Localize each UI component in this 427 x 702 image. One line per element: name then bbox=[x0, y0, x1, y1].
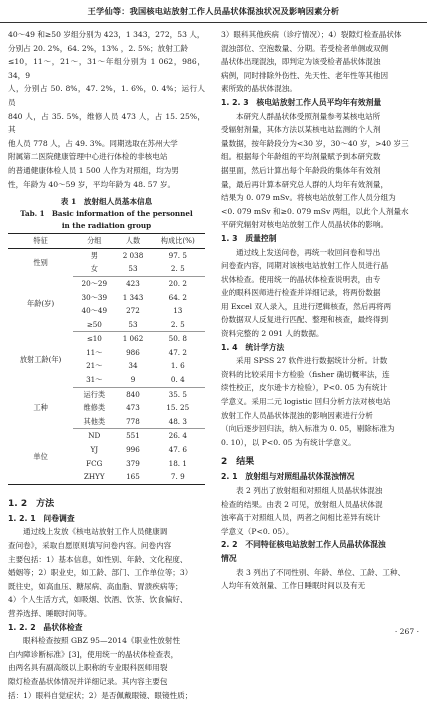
table-feature-cell: 放射工龄(年) bbox=[19, 354, 62, 364]
text-line: 表 3 列出了不同性别、年龄、单位、工龄、工种、 bbox=[236, 567, 406, 577]
text-line: 查问卷》，采取自愿原则填写问卷内容。问卷内容 bbox=[8, 541, 172, 550]
table-feature-cell: 性别 bbox=[33, 257, 48, 267]
text-line: 资料的比较采用卡方检验（fisher 确切概率法，连 bbox=[221, 369, 390, 379]
text-line: 通过线上发放《核电站放射工作人员健康调 bbox=[23, 527, 168, 537]
subsection-heading: 1. 2. 1 问卷调查 bbox=[8, 513, 75, 523]
table-header-cell: 构成比(%) bbox=[160, 236, 195, 246]
table-cell: 2 038 bbox=[122, 250, 144, 260]
text-line: <0. 079 mSv 和≥0. 079 mSv 两组，以此个人剂量水 bbox=[221, 206, 409, 216]
text-line: 量数据，按年龄段分为<30 岁，30～40 岁，>40 岁三 bbox=[221, 138, 409, 148]
page-number: · 267 · bbox=[394, 627, 419, 636]
table-cell: 1. 6 bbox=[170, 361, 185, 371]
text-line: 平研究辐射对核电站放射工作人员晶状体的影响。 bbox=[221, 220, 389, 230]
table-header-row bbox=[8, 234, 205, 249]
table-caption-en: in the radiation group bbox=[61, 220, 152, 230]
text-line: 学意义（P<0. 05）。 bbox=[221, 526, 294, 536]
table-cell: ≤10 bbox=[86, 334, 102, 344]
table-cell: 47. 6 bbox=[168, 445, 187, 455]
text-line: 病例，同时排除外伤性、先天性、老年性等其他因 bbox=[221, 70, 389, 80]
table-header-cell: 人数 bbox=[125, 236, 141, 246]
table-cell: 女 bbox=[73, 262, 115, 276]
text-line: 学意义。采用二元 logistic 回归分析方法对核电站 bbox=[221, 397, 391, 407]
text-line: 量，最后再计算本研究总人群的人均年有效剂量， bbox=[221, 179, 389, 189]
table-cell: ≥50 bbox=[73, 318, 115, 332]
table-cell: 996 bbox=[126, 445, 140, 455]
table-cell: 473 bbox=[126, 403, 140, 413]
table-cell: 1 062 bbox=[122, 334, 144, 344]
text-line: ≤10，11～，21～，31～年组分别为 1 062，986，34，9 bbox=[8, 57, 205, 80]
text-line: 放射工作人员晶状体混浊的影响因素进行分析 bbox=[221, 410, 373, 420]
text-line: 组。根据每个年龄组的平均剂量赋予到本研究数 bbox=[221, 152, 381, 162]
subsection-heading: 2. 1 放射组与对照组晶状体混浊情况 bbox=[221, 472, 355, 482]
table-cell: 778 bbox=[115, 415, 150, 429]
table-cell: 840 bbox=[126, 389, 140, 399]
table-cell: 64. 2 bbox=[168, 292, 187, 302]
text-line: 本研究人群晶状体受照剂量参考某核电站所 bbox=[236, 111, 381, 121]
running-header bbox=[0, 0, 427, 23]
text-line: 的普通健康体检人员 1 500 人作为对照组，均为男 bbox=[8, 165, 179, 175]
table-row bbox=[8, 332, 205, 346]
subsection-heading: 1. 2. 3 核电站放射工作人员平均年有效剂量 bbox=[221, 97, 382, 107]
text-line: 晶状体出现混浊，即判定为该受检者晶状体混浊 bbox=[221, 57, 381, 67]
table-cell: 1 343 bbox=[122, 292, 144, 302]
text-line: 据里面，然后计算出每个年龄段的集体年有效剂 bbox=[221, 165, 381, 175]
text-line: 份数据双人反复进行匹配、整理和核查，最终得到 bbox=[221, 315, 389, 325]
text-line: 营养选择、睡眠时间等。 bbox=[8, 608, 92, 618]
table-cell: 31～ bbox=[73, 373, 115, 387]
table-cell: 20. 2 bbox=[168, 278, 187, 288]
table-cell: FCG bbox=[86, 458, 103, 468]
table-cell: 2. 5 bbox=[151, 262, 205, 276]
paragraph-results-2-1 bbox=[221, 484, 419, 538]
table-row bbox=[8, 429, 205, 443]
table-cell: 13 bbox=[173, 306, 183, 316]
table-cell: 53 bbox=[115, 318, 150, 332]
section-heading: 1. 2 方法 bbox=[8, 498, 55, 509]
text-line: 状体检查。使用统一的晶状体检查说明表，由专 bbox=[221, 274, 381, 284]
paragraph-questionnaire bbox=[8, 525, 205, 620]
table-cell: ZHYY bbox=[83, 472, 105, 482]
table-header-cell: 分组 bbox=[87, 236, 102, 246]
table-feature-cell: 工种 bbox=[33, 403, 48, 413]
subsection-heading: 2. 2 不同特征核电站放射工作人员晶状体混浊 bbox=[221, 540, 386, 550]
table-cell: ND bbox=[88, 431, 101, 441]
table-cell: 15. 25 bbox=[166, 403, 190, 413]
table-header-cell: 特征 bbox=[33, 236, 48, 246]
table-caption-cn: 表 1 放射组人员基本信息 bbox=[60, 197, 153, 207]
text-line: 840 人，占 35. 5%，维修人员 473 人，占 15. 25%，其 bbox=[8, 111, 205, 135]
paragraph-quality-control bbox=[221, 246, 419, 341]
subsection-heading-cont: 情况 bbox=[221, 553, 237, 563]
text-line: 业的眼科医师进行检查并详细记录，将两份数据 bbox=[221, 288, 381, 298]
table-cell: 34 bbox=[128, 361, 138, 371]
basic-info-table bbox=[8, 233, 205, 485]
table-cell: 男 bbox=[90, 250, 98, 260]
text-line: 白内障诊断标准》[3]，使用统一的晶状体检查表， bbox=[8, 649, 179, 659]
table-cell: 维修类 bbox=[83, 403, 106, 413]
text-line: 40～49 和≥50 岁组分别为 423，1 343，272，53 人， bbox=[8, 30, 205, 39]
table-cell: 26. 4 bbox=[168, 431, 187, 441]
right-column bbox=[221, 28, 419, 593]
text-line: 检查的结果。由表 2 可见，放射组人员晶状体混 bbox=[221, 499, 383, 509]
text-line: （向后逐步回归法，纳入标准为 0. 05，剔除标准为 bbox=[221, 424, 395, 434]
table-cell: 9 bbox=[115, 373, 150, 387]
text-line: 人均年有效剂量、工作日睡眠时间以及有无 bbox=[221, 581, 366, 591]
table-cell: 379 bbox=[126, 458, 140, 468]
table-row bbox=[8, 387, 205, 401]
running-title: 王学仙等：我国核电站放射工作人员晶状体混浊状况及影响因素分析 bbox=[87, 6, 340, 16]
text-line: 婚姻等；2）职业史，如工龄、部门、工作单位等；3） bbox=[8, 568, 193, 578]
text-line: 性，年龄为 40～59 岁，平均年龄为 48. 57 岁。 bbox=[8, 179, 176, 189]
text-line: 隙灯检查晶状体情况并详细记录。其内容主要包 bbox=[8, 676, 168, 686]
text-line: 混浊部位、空泡数量、分期。若受检者单侧或双侧 bbox=[221, 43, 389, 53]
text-line: 采用 SPSS 27 软件进行数据统计分析。计数 bbox=[236, 356, 388, 366]
table-cell: 0. 4 bbox=[151, 373, 205, 387]
text-line: 人，分别占 50. 8%，47. 2%，1. 6%，0. 4%；运行人员 bbox=[8, 84, 205, 107]
table-cell: 11～ bbox=[86, 347, 103, 357]
text-line: 既往史，如高血压、糖尿病、高血脂、胃溃疾病等； bbox=[8, 581, 183, 591]
text-line: 主要包括：1）基本信息，如性别、年龄、文化程度、 bbox=[8, 554, 188, 564]
text-line: 受辐射剂量，其体方法以某核电站监测的个人剂 bbox=[221, 125, 381, 135]
table-cell: 40～49 bbox=[81, 306, 108, 316]
text-line: 问卷查内容，同期对该核电站放射工作人员进行晶 bbox=[221, 261, 389, 271]
subsection-heading: 1. 3 质量控制 bbox=[221, 233, 277, 243]
table-cell: 423 bbox=[126, 278, 140, 288]
text-line: 浊率高于对照组人员，两者之间相比差异有统计 bbox=[221, 513, 381, 523]
paragraph-continued bbox=[221, 28, 419, 96]
text-line: 括：1）眼科自觉症状；2）是否佩戴眼镜、眼镜性质； bbox=[8, 690, 193, 700]
table-row bbox=[8, 276, 205, 290]
table-feature-cell: 年龄(岁) bbox=[27, 299, 55, 309]
table-cell: 97. 5 bbox=[168, 250, 187, 260]
table-cell: 运行类 bbox=[83, 389, 106, 399]
table-cell: 50. 8 bbox=[168, 334, 187, 344]
table-cell: 7. 9 bbox=[170, 472, 185, 482]
table-cell: 53 bbox=[115, 262, 150, 276]
table-cell: 18. 1 bbox=[168, 458, 187, 468]
table-cell: 47. 2 bbox=[168, 347, 187, 357]
table-cell: 20～29 bbox=[81, 278, 108, 288]
text-line: 用 Excel 双人录入，且进行逻辑核查，然后再将两 bbox=[221, 301, 392, 311]
text-line: 分别占 20. 2%，64. 2%，13% ，2. 5%；放射工龄 bbox=[8, 43, 189, 53]
intro-paragraph bbox=[8, 28, 205, 191]
text-line: 他人员 778 人，占 49. 3%。同期选取在苏州大学 bbox=[8, 138, 178, 148]
table-cell: 21～ bbox=[86, 361, 103, 371]
table-cell: 986 bbox=[126, 347, 140, 357]
table-cell: 2. 5 bbox=[151, 318, 205, 332]
section-heading: 2 结果 bbox=[221, 457, 255, 468]
subsection-heading: 1. 4 统计学方法 bbox=[221, 342, 285, 352]
paragraph-results-2-2 bbox=[221, 566, 419, 593]
table-cell: 272 bbox=[126, 306, 140, 316]
paragraph-statistics bbox=[221, 354, 419, 449]
text-line: 眼科检查按照 GBZ 95—2014《职业性放射性 bbox=[23, 636, 181, 646]
paragraph-dose bbox=[221, 110, 419, 232]
text-line: 素所致的晶状体混浊。 bbox=[221, 84, 297, 94]
text-line: 3）眼科其他疾病（诊疗情况）；4）裂隙灯检查晶状体 bbox=[221, 30, 402, 39]
text-line: 续性校正，皮尔逊卡方检验），P<0. 05 为有统计 bbox=[221, 383, 388, 393]
text-line: 结果为 0. 079 mSv。将核电站放射工作人员分组为 bbox=[221, 193, 396, 203]
text-line: 表 2 列出了放射组和对照组人员晶状体混浊 bbox=[236, 486, 383, 495]
paragraph-lens-exam bbox=[8, 634, 205, 702]
text-line: 附属第二医院健康管理中心进行体检的非核电站 bbox=[8, 152, 168, 162]
table-cell: 551 bbox=[126, 431, 140, 441]
text-line: 由两名具有副高级以上职称的专业眼科医师用裂 bbox=[8, 663, 168, 673]
text-line: 通过线上发送问卷，再统一收回问卷和导出 bbox=[236, 247, 381, 257]
table-caption-en: Tab. 1 Basic information of the personnel bbox=[20, 209, 193, 219]
left-column bbox=[8, 28, 205, 702]
table-row bbox=[8, 248, 205, 262]
text-line: 4）个人生活方式，如吸烟、饮酒、饮茶、饮食偏好、 bbox=[8, 595, 188, 605]
table-cell: 其他类 bbox=[73, 415, 115, 429]
text-line: 0. 10），以 P<0. 05 为有统计学意义。 bbox=[221, 437, 356, 447]
table-cell: 165 bbox=[126, 472, 140, 482]
text-line: 资料完整的 2 091 人的数据。 bbox=[221, 329, 324, 339]
table-cell: 48. 3 bbox=[151, 415, 205, 429]
table-cell: YJ bbox=[90, 445, 99, 455]
table-cell: 35. 5 bbox=[168, 389, 187, 399]
table-feature-cell: 单位 bbox=[33, 451, 48, 461]
table-cell: 30～39 bbox=[81, 292, 108, 302]
subsection-heading: 1. 2. 2 晶状体检查 bbox=[8, 622, 83, 632]
